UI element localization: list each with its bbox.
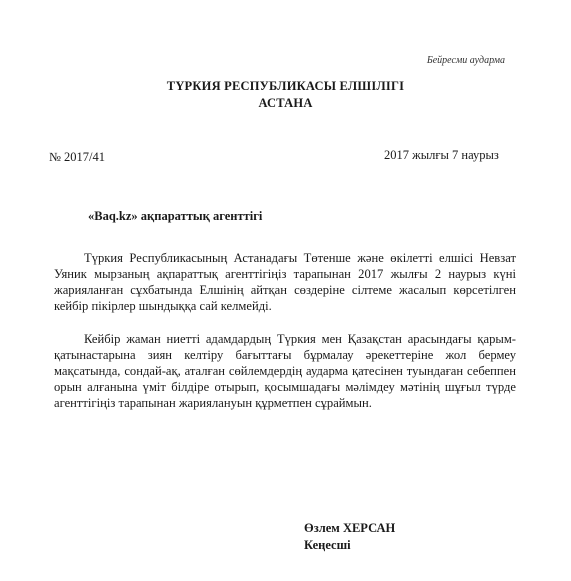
body-paragraph-2: Кейбір жаман ниетті адамдардың Түркия мен Қазақстан арасындағы қарым-қатынастарына зиян келтіру бағыттағы бұрмалау әрекеттеріне жол бермеу мақсатында, сондай-ақ, аталған сөйлемдердің аударма қатесінен туындаған себеппен орын алғанына үміт білдіре отырып, қосымшадағы мәлімдеу мәтінің шұғыл түрде агенттігіңіз тарапынан жариялануын құрметпен сұраймын. — [54, 332, 516, 410]
body-paragraph-1: Түркия Республикасының Астанадағы Төтенше және өкілетті елшісі Невзат Уяник мырзаның ақпараттық агенттігіңіз тарапынан 2017 жылғы 2 наурыз күні жарияланған сұхбатында Елшінің айтқан сөздеріне сілтеме жасалып көрсетілген кейбір пікірлер шындыққа сай келмейді. — [54, 251, 516, 313]
signatory-name: Өзлем ХЕРСАН — [304, 521, 396, 535]
document-number: № 2017/41 — [49, 150, 106, 164]
addressee: «Baq.kz» ақпараттық агенттігі — [88, 209, 263, 223]
letterhead-embassy: ТҮРКИЯ РЕСПУБЛИКАСЫ ЕЛШІЛІГІ — [166, 79, 405, 93]
signature-block — [304, 520, 395, 554]
signatory-title: Кеңесші — [304, 538, 351, 552]
letterhead — [0, 78, 571, 112]
document-date: 2017 жылғы 7 наурыз — [384, 148, 499, 162]
letterhead-city: АСТАНА — [258, 96, 313, 110]
translation-note: Бейресми аударма — [426, 55, 505, 66]
